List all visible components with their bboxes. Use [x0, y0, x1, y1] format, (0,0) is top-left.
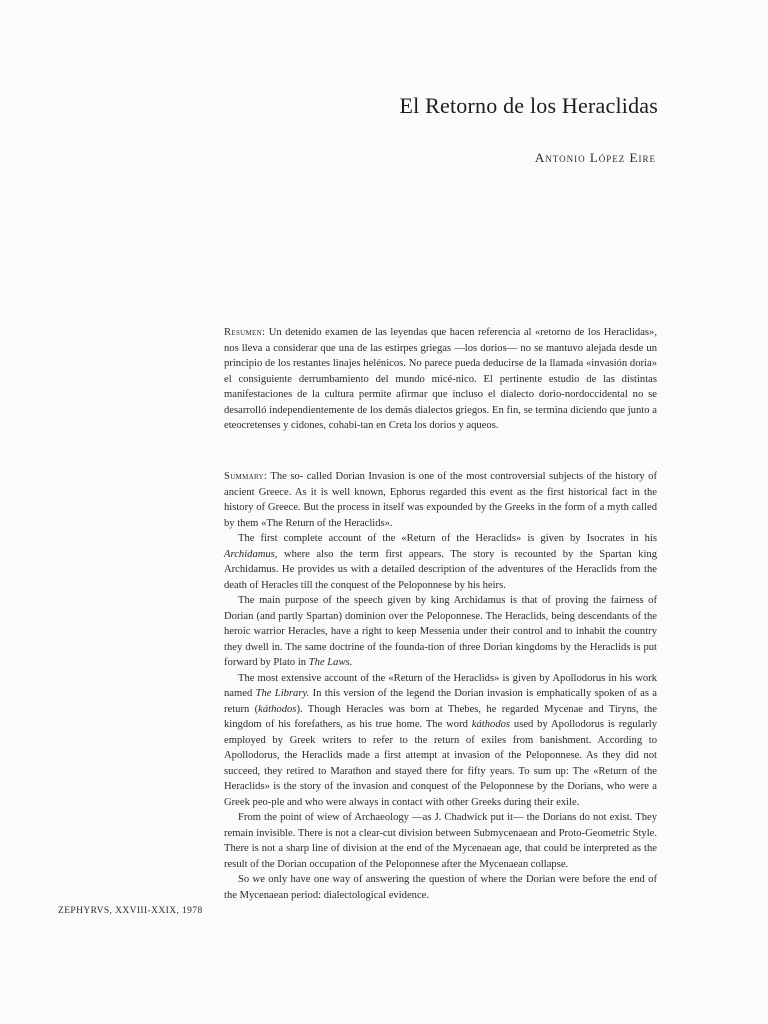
- author-name: Antonio López Eire: [534, 150, 656, 165]
- summary-abstract: [224, 469, 657, 903]
- resumen-text: Un detenido examen de las leyendas que hacen referencia al «retorno de los Heraclidas», nos lleva a considerar que una de las estirpes griegas —los dorios— no se mantuvo alejada desde un principio de los restantes linajes helénicos. No parece pueda deducirse de la llamada «invasión doria» el consiguiente derrumbamiento del mundo micé-nico. El pertinente estudio de las distintas manifestaciones de la cultura permite afirmar que incluso el dialecto dorio-nordoccidental no se desarrolló independientemente de los demás dialectos griegos. En fin, se termina diciendo que junto a eteocretenses y cidones, cohabi-tan en Creta los dorios y aqueos.: [224, 327, 657, 431]
- summary-p3-text-a: The main purpose of the speech given by king Archidamus is that of proving the fairness of Dorian (and partly Spartan) dominion over the Peloponnese. The Heraclids, being descendants of the heroic warrior Heracles, have a right to keep Messenia under their control and to inhabit the country they dwell in. The same doctrine of the founda-tion of three Dorian kingdoms by the Heraclids is put forward by Plato in: [224, 595, 657, 668]
- summary-p1-text: The so- called Dorian Invasion is one of the most controversial subjects of the history of ancient Greece. As it is well known, Ephorus regarded this event as the first historical fact in the history of Greece. But the process in itself was expounded by the Greeks in the form of a myth called by them «The Return of the Heraclids».: [224, 471, 657, 529]
- summary-paragraph-4: [224, 671, 657, 811]
- summary-paragraph-6: So we only have one way of answering the question of where the Dorian were before the end of the Mycenaean period: dialectological evidence.: [224, 874, 657, 901]
- resumen-paragraph: [224, 325, 657, 434]
- paper-title: El Retorno de los Heraclidas: [399, 93, 658, 118]
- summary-p4-library: The Library.: [255, 688, 310, 699]
- summary-label: Summary:: [224, 471, 268, 482]
- summary-p4-text-a: The most extensive account of the «Return of the Heraclids» is given by Apollodorus in his work named: [224, 672, 657, 699]
- summary-p3-laws: The Laws.: [308, 657, 353, 668]
- summary-paragraph-5: From the point of wiew of Archaeology —as J. Chadwick put it— the Dorians do not exist. They remain invisible. There is not a clear-cut division between Submycenaean and Proto-Geometric Style. There is not a sharp line of division at the end of the Mycenaean age, that could be interpreted as the result of the Dorian occupation of the Peloponnese after the Mycenaean collapse.: [224, 812, 657, 870]
- summary-paragraph-1: [224, 469, 657, 531]
- summary-p2-archidamus: Archidamus,: [224, 548, 278, 560]
- summary-p2-text-a: The first complete account of the «Return of the Heraclids» is given by Isocrates in his: [238, 533, 657, 544]
- summary-p4-text-c: ). Though Heracles was born at Thebes, he regarded Mycenae and Tiryns, the kingdom of his forefathers, as his true home. The word: [224, 703, 657, 730]
- summary-p4-text-b: In this version of the legend the Dorian invasion is emphatically spoken of as a return (: [224, 688, 657, 715]
- summary-p4-text-d: used by Apollodorus is regularly employed by Greek writers to refer to the return of exiles from banishment. According to Apollodorus, the Heraclids made a first attempt at invasion of the Peloponnese. As they did not succeed, they retired to Marathon and stayed there for fifty years. To sum up: The «Return of the Heraclids» is the story of the invasion and conquest of the Peloponnese by the Dorians, who were a Greek peo-ple and who were always in contact with other Greeks during their exile.: [224, 719, 657, 808]
- summary-p4-kathodos-2: káthodos: [471, 719, 511, 730]
- summary-paragraph-2: [224, 531, 657, 593]
- journal-footer: ZEPHYRVS, XXVIII-XXIX, 1978: [58, 906, 203, 916]
- summary-p2-text-b: where also the term first appears. The story is recounted by the Spartan king Archidamus. He provides us with a detailed description of the adventures of the Heraclids from the death of Heracles till the conquest of the Peloponnese by his heirs.: [224, 548, 657, 591]
- resumen-abstract: [224, 325, 657, 434]
- resumen-label: Resumen:: [224, 327, 266, 338]
- summary-p4-kathodos-1: káthodos: [258, 703, 297, 715]
- summary-paragraph-3: [224, 593, 657, 671]
